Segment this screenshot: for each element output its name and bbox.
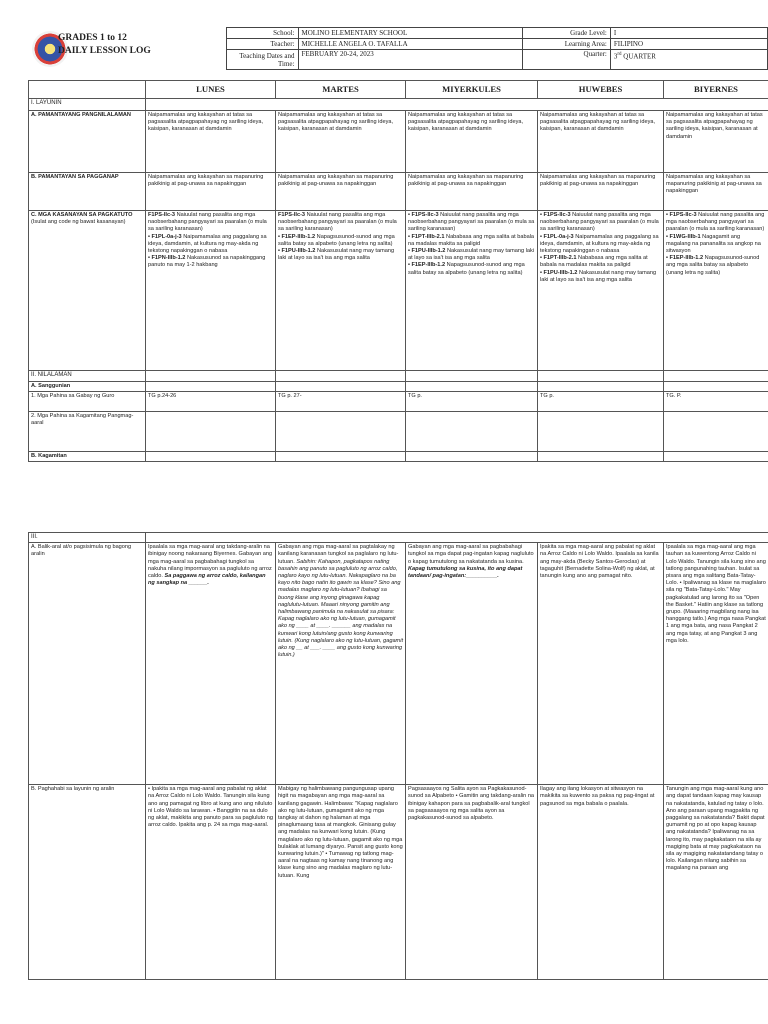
competency-text: Napagsusunod-sunod ang mga salita batay sa alpabeto (unang letra ng salita) [278,233,395,247]
balik-aral-cell [406,543,538,785]
competency-text: Nakasusulat nang may tamang laki at layo sa isa't isa ang mga salita [278,248,395,262]
title-line-1: GRADES 1 to 12 [58,33,127,43]
balik-aral-cell [664,543,768,785]
paghahabi-row [29,785,768,980]
competency-text: Naipamamalas ang paggalang sa ideya, damdamin, at kultura ng may-akda ng tekstong napakinggan o nabasa [540,233,659,255]
layunin-label: I. LAYUNIN [29,99,146,111]
kasanayan-cell [538,211,664,371]
pagganap-cell: Naipamamalas ang kakayahan sa mapanuring pakikinig at pag-unawa sa napakinggan [276,173,406,211]
dates-label: Teaching Dates and Time: [227,50,299,70]
activity-emphasis: Kapag tumutulong sa kusina, ito ang dapat tandaan/ pag-ingatan:__________. [408,565,523,580]
kagamitang-row [29,412,768,452]
grade-value: I [610,28,767,39]
code: • F1PT-IIIb-2.1 [540,255,577,262]
kasanayan-cell [406,211,538,371]
paghahabi-label: B. Paghahabi sa layunin ng aralin [29,785,146,980]
balik-aral-cell [276,543,406,785]
balik-aral-cell [538,543,664,785]
area-label: Learning Area: [523,39,611,50]
document-header [24,27,768,71]
school-label: School: [227,28,299,39]
paghahabi-cell: Ilagay ang ilang lokasyon at sitwasyon na makikita sa kuwento sa paksa ng pag-iingat at pagsunod sa mga babala o paalala. [538,785,664,980]
grade-label: Grade Level: [523,28,611,39]
code: • F1PL-0a-j-3 [540,233,574,240]
competency-text: Naiuulat nang pasalita ang mga naobserbahang pangyayari sa paaralan (o mula sa sariling karanasan) [148,212,267,233]
pamantayang-row [29,111,768,173]
kagamitan-label: B. Kagamitan [29,452,146,462]
balik-aral-cell [146,543,276,785]
balik-aral-row [29,543,768,785]
sanggunian-label: A. Sanggunian [29,382,146,392]
activity-text: Gabayan ang mga mag-aaral sa pagbabahagi tungkol sa mga dapat pag-ingatan kapag nagluluto o kapag tumutulong sa nakatatanda sa kusina. [408,544,534,565]
balik-aral-label: A. Balik-aral at/o pagsisimula ng bagong aralin [29,543,146,785]
gabay-cell: TG p. 27- [276,392,406,412]
pagganap-cell: Naipamamalas ang kakayahan sa mapanuring pakikinig at pag-unawa sa napakinggan [146,173,276,211]
code: • F1WG-IIIb-1 [666,233,701,240]
activity-emphasis: Sa paggawa ng arroz caldo, kailangan ng sangkap na ______. [148,573,266,587]
pamantayang-cell: Naipamamalas ang kakayahan at tatas sa pagsasalita atpagpapahayag ng sariling ideya, kaisipan, karanasan at damdamin [406,111,538,173]
paghahabi-cell: Tanungin ang mga mag-aaral kung ano ang dapat tandaan kapag may kausap na nakatatanda, katulad ng tatay o lolo. Ano ang paraan upang magpakita ng paggalang sa nakatatanda? Bakit dapat gumamit ng po at opo kapag kausap ang nakatatanda? Ipaliwanag na sa larong ito, may pagkakataon na sila ay magiging bata at may pagkakataon na sila ay magiging nakatatandang tatay o lolo. Kailangan nilang sabihin sa magalang na paraan ang [664,785,768,980]
day-miyerkules: MIYERKULES [406,81,538,99]
nilalaman-label: II. NILALAMAN [29,371,146,382]
pamantayang-cell: Naipamamalas ang kakayahan at tatas sa pagsasalita atpagpapahayag ng sariling ideya, kaisipan, karanasan at damdamin [538,111,664,173]
section-iii-label: III. [29,533,146,543]
kasanayan-row [29,211,768,371]
quarter-value [610,50,767,70]
layunin-row [29,99,768,111]
competency-text: Naiuulat nang pasalita ang mga naobserbahang pangyayari sa paaralan (o mula sa sariling karanasan) [408,212,535,233]
kasanayan-cell [276,211,406,371]
competency-text: Nakasusulat nang may tamang laki at layo sa isa't isa ang mga salita [408,248,535,262]
competency-text: Naiuulat nang pasalita ang mga naobserbahang pangyayari sa paaralan (o mula sa sariling karanasan) [666,212,765,233]
day-biyernes: BIYERNES [664,81,768,99]
competency-text: Nakasusulat nang may tamang laki at layo sa isa't isa ang mga salita [540,269,657,283]
day-lunes: LUNES [146,81,276,99]
competency-text: Napagsusunod-sunod ang mga salita batay sa alpabeto (unang letra ng salita) [408,262,525,276]
activity-emphasis: Sabihin: Kahapon, pagkatapos nating basahin ang panuto sa pagluluto ng arroz caldo, naglaro kayo ng lutu-lutuan. Nakapaglaro na ba kayo nito bago natin ito gawin sa klase? Sino ang madalas maglaro ng lutu-lutuan? Ibahagi sa buong klase ang inyong ginagawa kapag naglulutu-lutuan. Maaari ninyong gamitin ang halimbawang panimula na nakasulat sa pisara: Kapag naglalaro ako ng lutu-lutuan, gumagamit ako ng ____ at ____. ______ ang madalas na kunwari kong lutuin/ang gusto kong kunwaring lutuin. (Kung naglalaro ako ng lutu-lutuan, gagamit ako ng __ at ___. ____ ang gusto kong kunwaring lutuin.) [278,558,404,659]
quarter-label: Quarter: [523,50,611,70]
gabay-cell: TG p. [406,392,538,412]
competency-text: Nababasa ang mga salita at babala na madalas makita sa paligid [540,255,648,269]
day-huwebes: HUWEBES [538,81,664,99]
kasanayan-label: C. MGA KASANAYAN SA PAGKATUTO [31,212,133,218]
gabay-row [29,392,768,412]
page-gap [0,472,768,528]
competency-text: Nakasusunod sa napakinggang panuto na may 1-2 hakbang [148,255,266,269]
pagganap-cell: Naipamamalas ang kakayahan sa mapanuring pakikinig at pag-unawa sa napakinggan [664,173,768,211]
competency-text: Nagagamit ang magalang na pananalita sa angkop na sitwasyon [666,233,761,255]
paghahabi-cell: Mabigay ng halimbawang pangungusap upang higit na magabayan ang mga mag-aaral sa kanilang gagawin. Halimbawa: "Kapag naglalaro ako ng lutu-lutuan, gumagamit ako ng mga tangkay at dahon ng halaman at mga pinaglumaang tasa at mangkok. Ginisang gulay ang madalas na kunwari kong lutuin. (Kung maglalaro ako ng lutu-lutuan, gagamit ako ng mga bulaklak at lumang diyaryo. Pansit ang gusto kong kunwaring lutuin.)" • Tumawag ng tatlong mag-aaral na nagtaas ng kamay nang tinanong ang klase kung sino ang madalas maglaro ng lutu-lutuan. Kung [276,785,406,980]
pagganap-cell: Naipamamalas ang kakayahan sa mapanuring pakikinig at pag-unawa sa napakinggan [406,173,538,211]
code: • F1PU-IIIb-1.2 [408,248,446,255]
code: • F1PT-IIIb-2.1 [408,233,445,240]
code: • F1PL-0a-j-3 [148,233,182,240]
competency-text: Naiuulat nang pasalita ang mga naobserbahang pangyayari sa paaralan (o mula sa sariling karanasan) [540,212,659,233]
gabay-cell: TG. P. [664,392,768,412]
kasanayan-cell [146,211,276,371]
paghahabi-cell: Pagsasaayos ng Salita ayon sa Pagkakasunod-sunod sa Alpabeto • Gamitin ang takdang-aralin na ibinigay kahapon para sa pagbabalik-aral tungkol sa pagsasaayos ng mga salita ayon sa pagkakasunod-sunod sa alpabeto. [406,785,538,980]
title-line-2: DAILY LESSON LOG [58,46,151,56]
document-title [58,32,151,58]
code: • F1EP-IIIb-1.2 [278,233,316,240]
competency-text: Nababasa ang mga salita at babala na madalas makita sa paligid [408,233,535,247]
pamantayang-cell: Naipamamalas ang kakayahan at tatas sa pagsasalita atpagpapahayag ng sariling ideya, kaisipan, karanasan at damdamin [276,111,406,173]
gabay-cell: TG p.24-26 [146,392,276,412]
kasanayan-sub: (Isulat ang code ng bawat kasanayan) [31,219,126,226]
code: • F1PU-IIIb-1.2 [278,248,316,255]
code: F1PS-IIc-3 [148,212,176,218]
competency-text: Napagsusunod-sunod ang mga salita batay sa alpabeto (unang letra ng salita) [666,255,760,276]
code: • F1EP-IIIb-1.2 [408,262,446,269]
pagganap-cell: Naipamamalas ang kakayahan sa mapanuring pakikinig at pag-unawa sa napakinggan [538,173,664,211]
gabay-cell: TG p. [538,392,664,412]
section-iii-row [29,533,768,543]
pamantayang-label: A. PAMANTAYANG PANGNILALAMAN [29,111,146,173]
blank-corner [29,81,146,99]
teacher-value: MICHELLE ANGELA O. TAFALLA [298,39,523,50]
quarter-sup: rd [617,52,622,57]
sanggunian-row [29,382,768,392]
lesson-log-table-upper [28,80,768,462]
quarter-rest: QUARTER [621,52,656,61]
activity-text: Ipaalala sa mga mag-aaral ang takdang-aralin na ibinigay noong nakaraang Biyernes. Gabayan ang mga mag-aaral sa pagbabahagi tungkol sa nakuha nilang impormasyon sa pagluluto ng arroz caldo. [148,544,273,580]
activity-text: Ipakita sa mga mag-aaral ang pabalat ng aklat na Arroz Caldo ni Lolo Waldo. Ipaalala sa kanila ang may-akda (Becky Santos-Geroclas) at tagaguhit (Bernadette Solina-Wolf) ng aklat, at tanungin kung ano ang pamagat nito. [540,544,659,580]
lesson-log-table-lower [28,532,768,980]
code: • F1PS-IIc-3 [408,212,439,218]
header-info-table [226,27,768,70]
code: F1PS-IIc-3 [278,212,306,218]
code: • F1PU-IIIb-1.2 [540,269,578,276]
days-header-row [29,81,768,99]
area-value: FILIPINO [610,39,767,50]
quarter-num: 3 [613,52,618,61]
code: • F1PN-IIIb-1.2 [148,255,186,262]
code: • F1PS-IIc-3 [666,212,697,218]
day-martes: MARTES [276,81,406,99]
competency-text: Naiuulat nang pasalita ang mga naobserbahang pangyayari sa paaralan (o mula sa sariling karanasan) [278,212,397,233]
activity-text: Ipaalala sa mga mag-aaral ang mga tauhan sa kuwentong Arroz Caldo ni Lolo Waldo. Tanungin sila kung sino ang tatlong pangunahing tauhan. Isulat sa pisara ang mga salitang Bata-Tatay-Lolo. • Ipaliwanag sa klase na maglalaro sila ng "Bata-Tatay-Lolo." May pagkakatulad ang larong ito sa "Open the Basket." Hatiin ang klase sa tatlong grupo. (Maaaring magbilang nang isa hanggang tatlo.) Ang mga nasa Pangkat 1 ang mga bata, ang nasa Pangkat 2 ang mga tatay, at ang Pangkat 3 ang mga lolo. [666,544,766,644]
kagamitan-row [29,452,768,462]
school-value: MOLINO ELEMENTARY SCHOOL [298,28,523,39]
pagganap-label: B. PAMANTAYAN SA PAGGANAP [29,173,146,211]
gabay-label: 1. Mga Pahina sa Gabay ng Guro [29,392,146,412]
kagamitang-label: 2. Mga Pahina sa Kagamitang Pangmag-aaral [29,412,146,452]
competency-text: Naipamamalas ang paggalang sa ideya, damdamin, at kultura ng may-akda ng tekstong napakinggan o nabasa [148,233,267,255]
activity-text: Gabayan ang mga mag-aaral sa pagtalakay ng kanilang karanasan tungkol sa paglalaro ng lutu-lutuan. [278,544,399,565]
paghahabi-cell: • Ipakita sa mga mag-aaral ang pabalat ng aklat na Arroz Caldo ni Lolo Waldo. Tanungin sila kung ano ang pamagat ng libro at kung ano ang niluluto ni Lolo Waldo sa larawan. • Banggitin na sa dulo ng aklat, makikita ang panuto para sa pagluluto ng arroz caldo. Ipakita ang p. 24 sa mga mag-aaral. [146,785,276,980]
pagganap-row [29,173,768,211]
kasanayan-label-cell [29,211,146,371]
teacher-label: Teacher: [227,39,299,50]
kasanayan-cell [664,211,768,371]
code: • F1EP-IIIb-1.2 [666,255,704,262]
pamantayang-cell: Naipamamalas ang kakayahan at tatas sa pagsasalita atpagpapahayag ng sariling ideya, kaisipan, karanasan at damdamin [664,111,768,173]
dates-value: FEBRUARY 20-24, 2023 [298,50,523,70]
nilalaman-row [29,371,768,382]
pamantayang-cell: Naipamamalas ang kakayahan at tatas sa pagsasalita atpagpapahayag ng sariling ideya, kaisipan, karanasan at damdamin [146,111,276,173]
code: • F1PS-IIc-3 [540,212,571,218]
